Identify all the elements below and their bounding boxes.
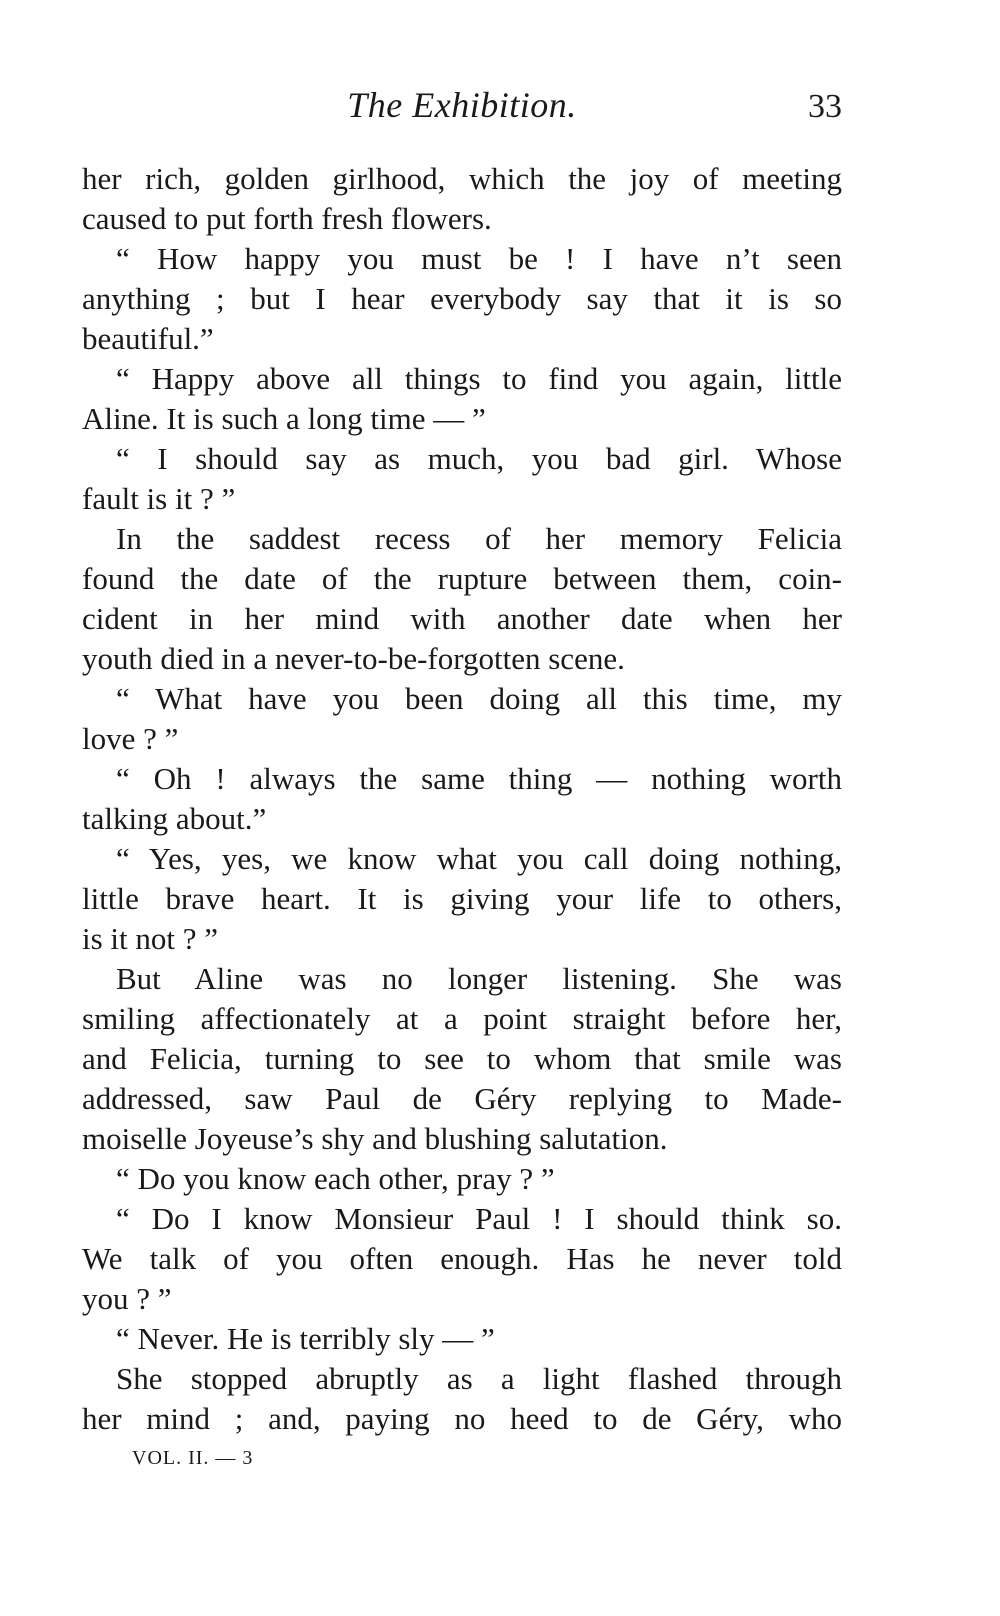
- text-line: love ? ”: [82, 721, 179, 756]
- signature-mark: VOL. II. — 3: [132, 1447, 254, 1469]
- text-line: beautiful.”: [82, 321, 214, 356]
- text-line: But Aline was no longer listening. She was: [116, 961, 842, 996]
- text-line: We talk of you often enough. Has he never told: [82, 1241, 842, 1276]
- text-line: “ Happy above all things to find you again, little: [116, 361, 842, 396]
- text-line: cident in her mind with another date when her: [82, 601, 842, 636]
- page-number: 33: [808, 88, 842, 125]
- text-line: “ Never. He is terribly sly — ”: [116, 1321, 495, 1356]
- text-line: “ I should say as much, you bad girl. Whose: [116, 441, 842, 476]
- text-line: caused to put forth fresh flowers.: [82, 201, 492, 236]
- running-head: [82, 84, 842, 134]
- text-line: smiling affectionately at a point straight before her,: [82, 1001, 842, 1036]
- text-line: In the saddest recess of her memory Felicia: [116, 521, 842, 556]
- text-line: her mind ; and, paying no heed to de Géry, who: [82, 1401, 842, 1436]
- text-line: little brave heart. It is giving your life to others,: [82, 881, 842, 916]
- text-line: Aline. It is such a long time — ”: [82, 401, 486, 436]
- text-line: and Felicia, turning to see to whom that smile was: [82, 1041, 842, 1076]
- text-line: addressed, saw Paul de Géry replying to Made-: [82, 1081, 842, 1116]
- text-line: moiselle Joyeuse’s shy and blushing salutation.: [82, 1121, 668, 1156]
- text-line: “ Yes, yes, we know what you call doing nothing,: [116, 841, 842, 876]
- text-line: her rich, golden girlhood, which the joy of meeting: [82, 161, 842, 196]
- text-line: She stopped abruptly as a light flashed through: [116, 1361, 842, 1396]
- text-line: fault is it ? ”: [82, 481, 236, 516]
- text-line: “ Do I know Monsieur Paul ! I should think so.: [116, 1201, 842, 1236]
- text-line: anything ; but I hear everybody say that it is so: [82, 281, 842, 316]
- text-line: “ Do you know each other, pray ? ”: [116, 1161, 555, 1196]
- text-line: you ? ”: [82, 1281, 172, 1316]
- chapter-title: The Exhibition.: [347, 85, 577, 125]
- text-line: found the date of the rupture between them, coin-: [82, 561, 842, 596]
- body-text: [82, 159, 842, 1439]
- text-line: “ How happy you must be ! I have n’t seen: [116, 241, 842, 276]
- text-line: is it not ? ”: [82, 921, 219, 956]
- text-line: youth died in a never-to-be-forgotten scene.: [82, 641, 625, 676]
- text-line: “ Oh ! always the same thing — nothing worth: [116, 761, 842, 796]
- text-line: “ What have you been doing all this time, my: [116, 681, 842, 716]
- text-line: talking about.”: [82, 801, 267, 836]
